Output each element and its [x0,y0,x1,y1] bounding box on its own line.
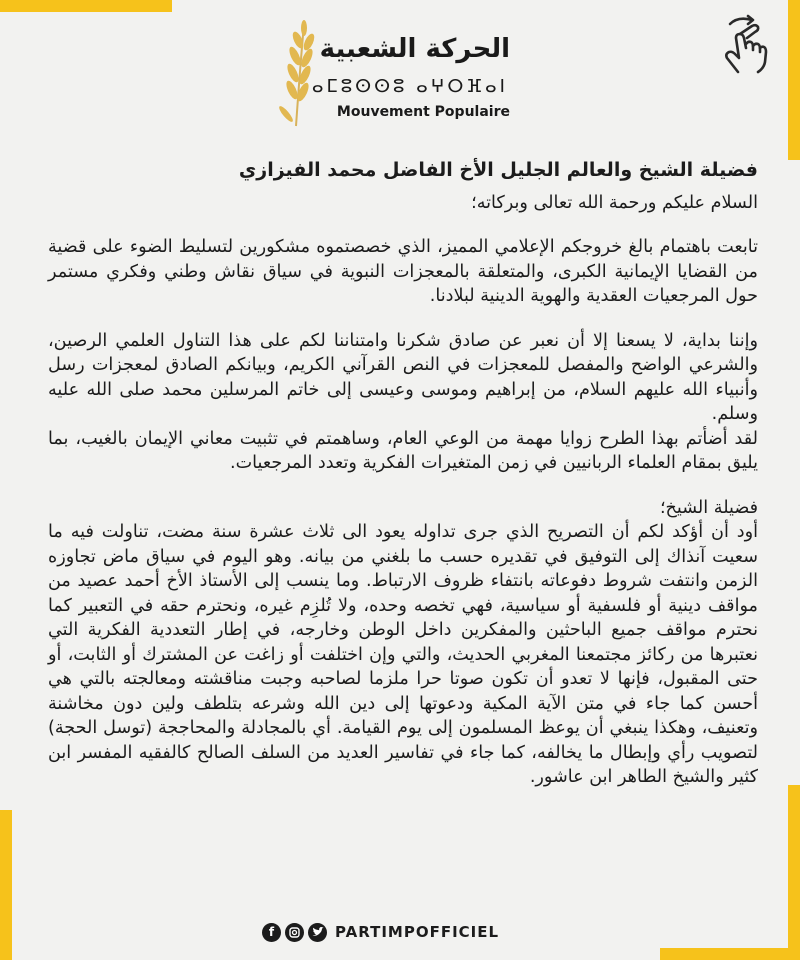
wheat-logo-icon [276,18,318,128]
salutation-2: فضيلة الشيخ؛ [659,497,758,518]
corner-accent-top-right [788,0,800,160]
logo-name-arabic: الحركة الشعبية [319,34,510,64]
swipe-hand-icon [718,14,778,74]
party-logo [280,18,510,128]
paragraph-4: أود أن أؤكد لكم أن التصريح الذي جرى تداوله يعود الى ثلاث عشرة سنة مضت، تناولت فيه ما سعيت آنذاك إلى التوفيق في تقديره حسب ما بلغني من بيانه. وهو اليوم في سياق ماض تجاوزه الزمن وانتفت شروط دفوعاته بانتفاء ظروف الارتباط. وما ينسب إلى الأستاذ الأخ أحمد عصيد من مواقف دينية أو فلسفية أو سياسية، فهي تخصه وحده، ولا تُلزِم غيره، ونحترم حقه في التعبير كما نحترم مواقف جميع الباحثين والمفكرين داخل الوطن وخارجه، في إطار التعددية الفكرية التي نعتبرها من ركائز مجتمعنا المغربي الحديث، والتي وإن اختلفت أو زاغت عن المشترك أو الثابت، أو حتى المقبول، فإنها لا تعدو أن تكون صوتا حرا ملزما لصاحبه وجبت مناقشته ومعالجته بالتي هي أحسن كما جاء في متن الآية المكية ودعوتها إلى دين الله وشرعه بتلطف ولين دون مخاشنة وتعنيف، وهكذا ينبغي أن يوعظ المسلمون إلى يوم القيامة. أي بالمجادلة والمحاججة (توسل الحجة) لتصويب رأي وإبطال ما يخالفه، كما جاء في تفاسير العديد من السلف الصالح كالفقيه المفسر ابن كثير والشيخ الطاهر ابن عاشور. [48,522,758,787]
letter-title: فضيلة الشيخ والعالم الجليل الأخ الفاضل محمد الفيزازي [238,159,758,181]
corner-accent-top-left [0,0,172,12]
logo-name-tifinagh: ⴰⵎⵓⵙⵙⵓ ⴰⵖⵔⴼⴰⵏ [311,76,508,97]
corner-accent-bottom-right [660,948,800,960]
logo-name-french: Mouvement Populaire [336,104,510,120]
twitter-icon[interactable] [308,923,327,942]
corner-accent-bottom-left [0,810,12,960]
corner-accent-bottom-right-vertical [788,785,800,960]
letter-body [48,158,758,790]
paragraph-2: وإننا بداية، لا يسعنا إلا أن نعبر عن صادق شكرنا وامتناننا لكم على هذا التناول العلمي الرصين، والشرعي الواضح والمفصل للمعجزات في النص القرآني الكريم، وبيانكم الصادق لمعجزات رسل وأنبياء الله عليهم السلام، من إبراهيم وموسى وعيسى إلى خاتم المرسلين محمد صلى الله عليه وسلم. [48,330,758,424]
paragraph-3: لقد أضأتم بهذا الطرح زوايا مهمة من الوعي العام، وساهمتم في تثبيت معاني الإيمان بالغيب، بما يليق بمقام العلماء الربانيين في زمن المتغيرات الفكرية وتعدد المرجعيات. [48,428,758,473]
facebook-icon[interactable]: f [262,923,281,942]
letter-greeting: السلام عليكم ورحمة الله تعالى وبركاته؛ [471,192,758,213]
social-handle[interactable]: PARTIMPOFFICIEL [335,923,500,941]
instagram-icon[interactable] [285,923,304,942]
social-footer [262,921,499,943]
paragraph-1: تابعت باهتمام بالغ خروجكم الإعلامي المميز، الذي خصصتموه مشكورين لتسليط الضوء على قضية من القضايا الإيمانية الكبرى، والمتعلقة بالمعجزات النبوية في سياق نقاش وطني وفكري مستمر حول المرجعيات العقدية والهوية الدينية لبلادنا. [48,237,758,306]
